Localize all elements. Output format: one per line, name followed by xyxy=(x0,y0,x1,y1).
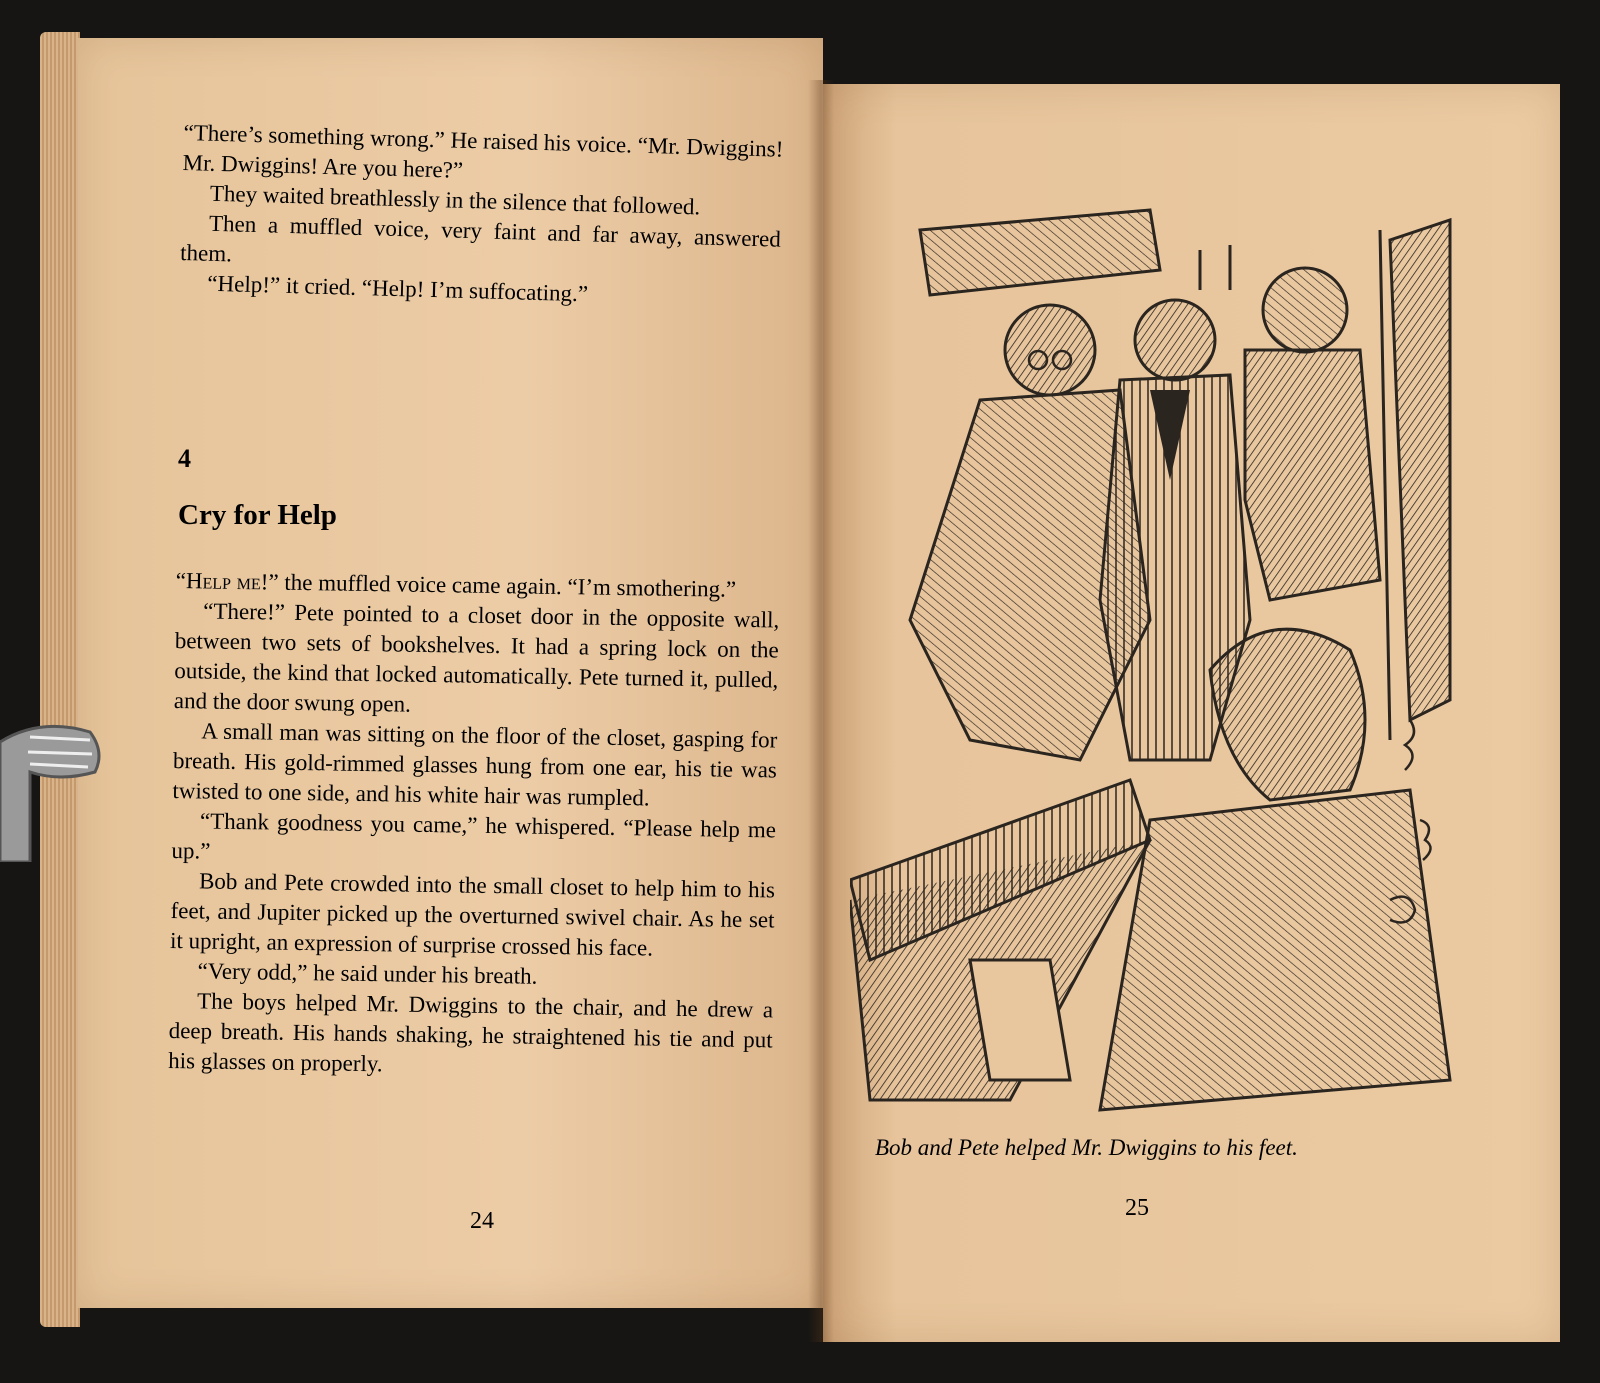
right-page-number: 25 xyxy=(1125,1195,1149,1221)
page-clip-icon xyxy=(0,712,110,862)
top-text-block xyxy=(179,118,784,315)
left-page-number: 24 xyxy=(470,1208,494,1234)
opening-rest: the muffled voice came again. “I’m smothering.” xyxy=(278,569,737,602)
page-edges xyxy=(40,32,80,1327)
paragraph: “Thank goodness you came,” he whispered. “Please help me up.” xyxy=(171,808,777,864)
paragraph: They waited breathlessly in the silence that followed. xyxy=(209,180,701,220)
chapter-text-block xyxy=(168,566,780,1085)
paragraph: “There’s something wrong.” He raised his voice. “Mr. Dwiggins! Mr. Dwiggins! Are you here?” xyxy=(182,119,784,183)
chapter-title: Cry for Help xyxy=(178,499,337,531)
chapter-number: 4 xyxy=(178,444,191,473)
closet-illustration xyxy=(850,200,1470,1130)
paragraph: “Help!” it cried. “Help! I’m suffocating.” xyxy=(207,270,589,307)
paragraph: Then a muffled voice, very faint and far away, answered them. xyxy=(179,210,782,267)
paragraph: “There!” Pete pointed to a closet door in the opposite wall, between two sets of bookshelves. It had a spring lock on the outside, the kind that locked automatically. Pete turned it, pulled, and the door swung open. xyxy=(173,598,780,717)
illustration-caption: Bob and Pete helped Mr. Dwiggins to his feet. xyxy=(875,1135,1298,1160)
book-gutter xyxy=(808,80,834,1342)
paragraph: “Very odd,” he said under his breath. xyxy=(197,958,538,989)
paragraph: The boys helped Mr. Dwiggins to the chair, and he drew a deep breath. His hands shaking, he straightened his tie and put his glasses on properly. xyxy=(168,988,774,1077)
paragraph: Bob and Pete crowded into the small closet to help him to his feet, and Jupiter picked up the overturned swivel chair. As he set it upright, an expression of surprise crossed his face. xyxy=(169,868,776,961)
opening-smallcaps: “Help me!” xyxy=(175,567,279,595)
paragraph: A small man was sitting on the floor of the closet, gasping for breath. His gold-rimmed glasses hung from one ear, his tie was twisted to one side, and his white hair was rumpled. xyxy=(172,718,778,811)
